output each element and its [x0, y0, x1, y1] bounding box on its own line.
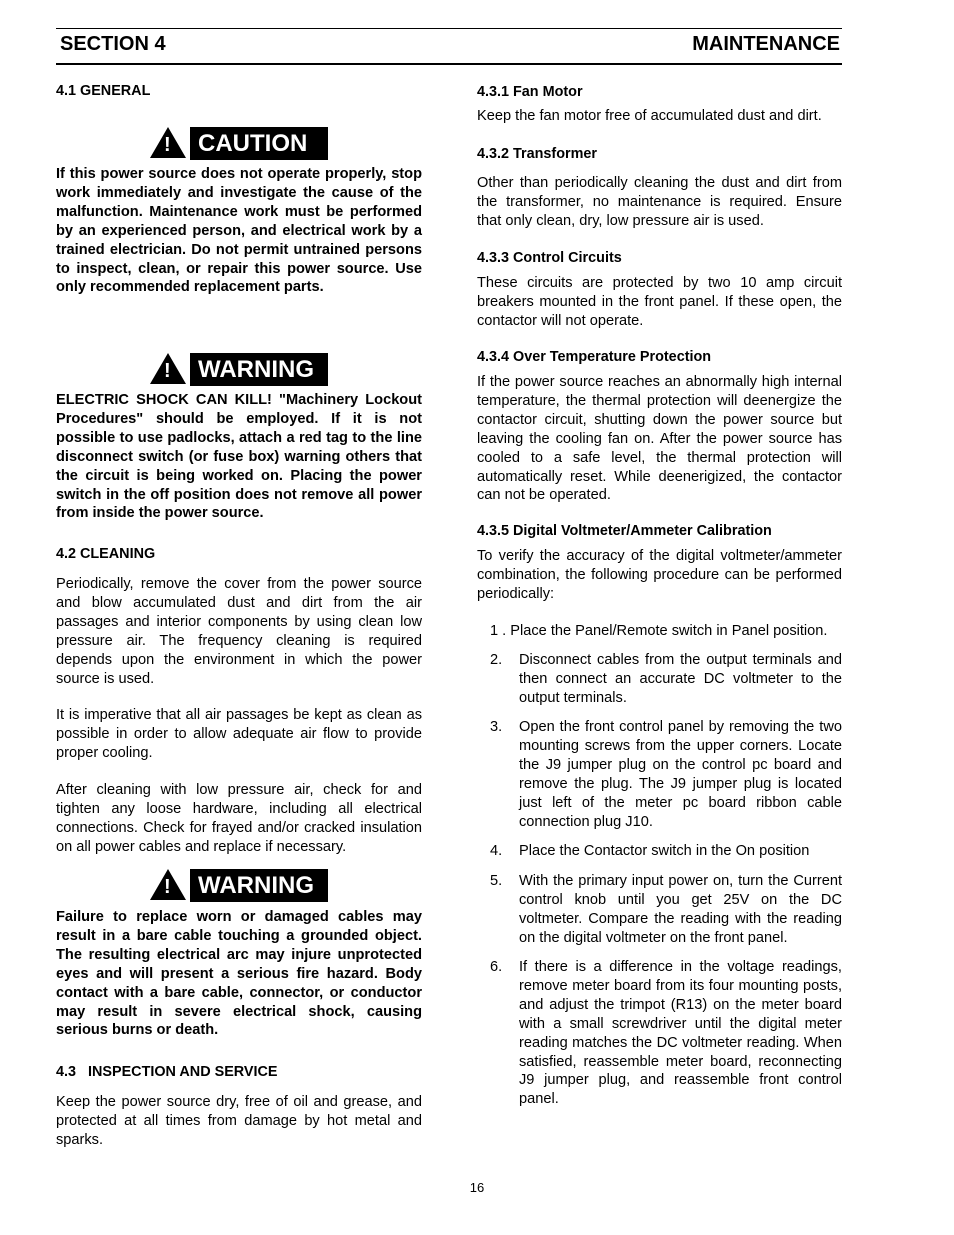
- caution-text: If this power source does not operate properly, stop work immediately and investigate the cause of the malfunction. Maintenance work must be performed by an experienced person, and electrical work by a trained electrician. Do not permit untrained persons to inspect, clean, or repair this power source. Use only recommended replacement parts.: [56, 166, 422, 296]
- control-circuits-paragraph: These circuits are protected by two 10 amp circuit breakers mounted in the front panel. If these open, the contactor will not operate.: [477, 275, 842, 329]
- fan-motor-heading: 4.3.1 Fan Motor: [477, 84, 583, 100]
- page-number: 16: [469, 1180, 485, 1195]
- warning-label-1: WARNING: [190, 353, 328, 386]
- cleaning-paragraph-3: After cleaning with low pressure air, check for and tighten any loose hardware, including all electrical connections. Check for frayed and/or cracked insulation on all power cables and replace if necessary.: [56, 782, 422, 855]
- warning-text-1: ELECTRIC SHOCK CAN KILL! "Machinery Lockout Procedures" should be employed. If it is not possible to use padlocks, attach a red tag to the line disconnect switch (or fuse box) warning others that the circuit is being worked on. Placing the power switch in the off position does not remove all power from inside the power source.: [56, 392, 422, 522]
- caution-label: CAUTION: [190, 127, 328, 160]
- calibration-paragraph: To verify the accuracy of the digital voltmeter/ammeter combination, the following procedure can be performed periodically:: [477, 548, 842, 602]
- section-label: SECTION 4: [60, 33, 166, 55]
- step-1: 1 . Place the Panel/Remote switch in Panel position.: [490, 623, 828, 639]
- warning-text-2: Failure to replace worn or damaged cables may result in a bare cable touching a grounded object. The resulting electrical arc may injure unprotected eyes and will present a serious fire hazard. Body contact with a bare cable, connector, or conductor may result in severe electrical shock, causing serious burns or death.: [56, 909, 422, 1039]
- section-title: MAINTENANCE: [692, 33, 840, 55]
- warning-sign-2: ! WARNING: [150, 869, 330, 902]
- over-temp-heading: 4.3.4 Over Temperature Protection: [477, 349, 712, 365]
- warning-sign-1: ! WARNING: [150, 353, 330, 386]
- inspection-heading: 4.3 INSPECTION AND SERVICE: [56, 1064, 278, 1080]
- cleaning-paragraph-1: Periodically, remove the cover from the power source and blow accumulated dust and dirt from the air passages and interior components by using clean low pressure air. The frequency cleaning is required depends upon the environment in which the power source is used.: [56, 576, 422, 687]
- cleaning-heading: 4.2 CLEANING: [56, 546, 156, 562]
- control-circuits-heading: 4.3.3 Control Circuits: [477, 250, 622, 266]
- transformer-paragraph: Other than periodically cleaning the dust and dirt from the transformer, no maintenance is required. Ensure that only clean, dry, low pressure air is used.: [477, 175, 842, 229]
- caution-sign: ! CAUTION: [150, 127, 330, 160]
- cleaning-paragraph-2: It is imperative that all air passages be kept as clean as possible in order to allow adequate air flow to provide proper cooling.: [56, 707, 422, 761]
- inspection-paragraph: Keep the power source dry, free of oil and grease, and protected at all times from damage by hot metal and sparks.: [56, 1094, 422, 1148]
- transformer-heading: 4.3.2 Transformer: [477, 146, 597, 162]
- page-header: [56, 28, 842, 65]
- general-heading: 4.1 GENERAL: [56, 83, 151, 99]
- calibration-heading: 4.3.5 Digital Voltmeter/Ammeter Calibration: [477, 523, 772, 539]
- over-temp-paragraph: If the power source reaches an abnormally high internal temperature, the thermal protection will deenergize the contactor circuit, shutting down the power source but leaving the cooling fan on. After the power source has cooled to a safe level, the thermal protection will automatically reset. While deenerigized, the contactor can not be operated.: [477, 374, 842, 504]
- warning-label-2: WARNING: [190, 869, 328, 902]
- fan-motor-paragraph: Keep the fan motor free of accumulated dust and dirt.: [477, 108, 822, 124]
